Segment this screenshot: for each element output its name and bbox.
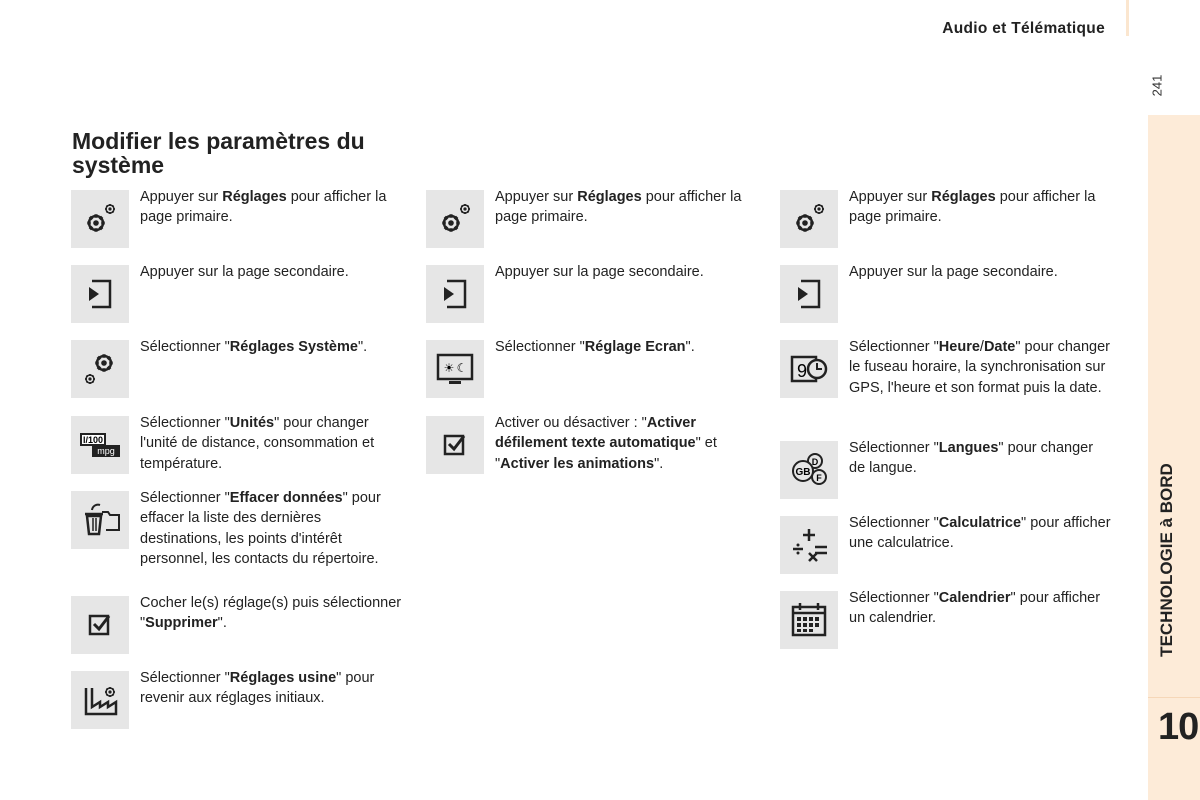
instruction-item [426,416,766,474]
instruction-text [849,262,1111,323]
text-segment: Sélectionner " [495,339,585,355]
text-segment: Activer ou désactiver : " [495,415,647,431]
instruction-text [140,488,402,569]
svg-text:9: 9 [796,361,808,381]
instruction-text [140,593,402,654]
instruction-item [71,190,411,248]
instruction-item [71,491,411,569]
header-accent [1126,0,1129,36]
text-segment: Sélectionner " [849,515,939,531]
instruction-item [71,596,411,654]
svg-text:☾: ☾ [456,361,468,375]
text-segment: Cocher le(s) réglage(s) puis sélectionner " [140,595,402,632]
instruction-item [71,265,411,323]
page-heading: Modifier les paramètres du système [72,128,365,178]
instruction-text [495,413,757,474]
instruction-item [426,340,766,398]
text-segment: " pour revenir aux réglages initiaux. [140,670,375,707]
text-segment: " pour afficher une calculatrice. [849,515,1111,552]
screen-settings-icon [426,340,484,398]
time-date-icon [780,340,838,398]
text-segment: Appuyer sur la page secondaire. [849,264,1058,280]
text-segment: " et " [495,435,717,472]
instruction-item [71,416,411,474]
text-segment: " pour effacer la liste des dernières destinations, les points d'intérêt personnel, les contacts du répertoire. [140,490,381,567]
instruction-text [140,337,402,398]
instruction-item [426,265,766,323]
secondary-page-icon [780,265,838,323]
text-segment: Appuyer sur [140,189,223,205]
ui-label: Réglages [931,189,996,205]
section-title: TECHNOLOGIE à BORD [1157,463,1176,657]
ui-label: Effacer données [229,490,343,506]
ui-label: Réglage Ecran [584,339,686,355]
text-segment: ". [357,339,368,355]
text-segment: ". [217,615,227,632]
svg-text:D: D [811,457,819,467]
ui-label: Supprimer [145,615,218,632]
settings-gears-icon [71,190,129,248]
svg-text:GB: GB [795,467,811,478]
page-number: 241 [1149,74,1165,97]
text-segment: Appuyer sur [495,189,578,205]
instruction-text [495,337,757,398]
instruction-item [780,190,1120,248]
system-settings-icon [71,340,129,398]
svg-text:F: F [816,473,822,483]
instruction-text [140,262,402,323]
ui-label: Unités [229,415,275,431]
text-segment: " pour changer l'unité de distance, consommation et température. [140,415,375,472]
delete-data-icon [71,491,129,549]
text-segment: pour afficher la page primaire. [140,189,387,226]
instruction-item [780,441,1120,499]
ui-label: Réglages Système [229,339,358,355]
secondary-page-icon [71,265,129,323]
instruction-item [780,516,1120,574]
text-segment: ". [685,339,695,355]
text-segment: ". [654,455,664,472]
instruction-text [495,262,757,323]
instruction-item [71,340,411,398]
text-segment: Sélectionner " [140,670,230,686]
settings-gears-icon [426,190,484,248]
svg-text:☀: ☀ [443,361,455,375]
instruction-item [426,190,766,248]
text-segment: Sélectionner " [849,339,939,355]
secondary-page-icon [426,265,484,323]
ui-label: Activer les animations [500,455,655,472]
instruction-text [140,668,402,729]
text-segment: Sélectionner " [140,415,230,431]
instruction-item [780,591,1120,649]
ui-label: Réglages usine [229,670,337,686]
ui-label: Calculatrice [938,515,1022,531]
instruction-text [849,438,1111,499]
instruction-text [849,513,1111,574]
instruction-text [495,187,757,248]
settings-gears-icon [780,190,838,248]
text-segment: Appuyer sur la page secondaire. [140,264,349,280]
text-segment: " pour afficher un calendrier. [849,590,1101,627]
languages-icon [780,441,838,499]
text-segment: Sélectionner " [849,590,939,606]
text-segment: " pour changer de langue. [849,440,1094,477]
instruction-text [849,588,1111,649]
checkbox-icon [71,596,129,654]
instruction-text [140,187,402,248]
calculator-icon [780,516,838,574]
ui-label: Date [983,339,1016,355]
text-segment: Appuyer sur [849,189,932,205]
instruction-text [849,187,1111,248]
ui-label: Calendrier [938,590,1011,606]
text-segment: Sélectionner " [140,490,230,506]
text-segment: pour afficher la page primaire. [849,189,1096,226]
text-segment: / [979,339,984,355]
chapter-number: 10 [1158,706,1199,748]
instruction-item [780,265,1120,323]
header-title: Audio et Télématique [942,20,1105,37]
factory-settings-icon [71,671,129,729]
text-segment: Sélectionner " [849,440,939,456]
instruction-item [780,340,1120,398]
chapter-divider [1148,697,1200,698]
text-segment: pour afficher la page primaire. [495,189,742,226]
ui-label: Langues [938,440,999,456]
ui-label: Activer défilement texte automatique [495,415,696,452]
svg-text:mpg: mpg [97,446,115,456]
instruction-text [849,337,1111,398]
svg-text:l/100: l/100 [82,435,104,445]
text-segment: Appuyer sur la page secondaire. [495,264,704,280]
text-segment: Sélectionner " [140,339,230,355]
ui-label: Réglages [577,189,642,205]
ui-label: Réglages [222,189,287,205]
units-icon [71,416,129,474]
ui-label: Heure [938,339,980,355]
instruction-text [140,413,402,474]
instruction-item [71,671,411,729]
calendar-icon [780,591,838,649]
text-segment: " pour changer le fuseau horaire, la synchronisation sur GPS, l'heure et son format puis la date. [849,339,1111,396]
checkbox-icon [426,416,484,474]
